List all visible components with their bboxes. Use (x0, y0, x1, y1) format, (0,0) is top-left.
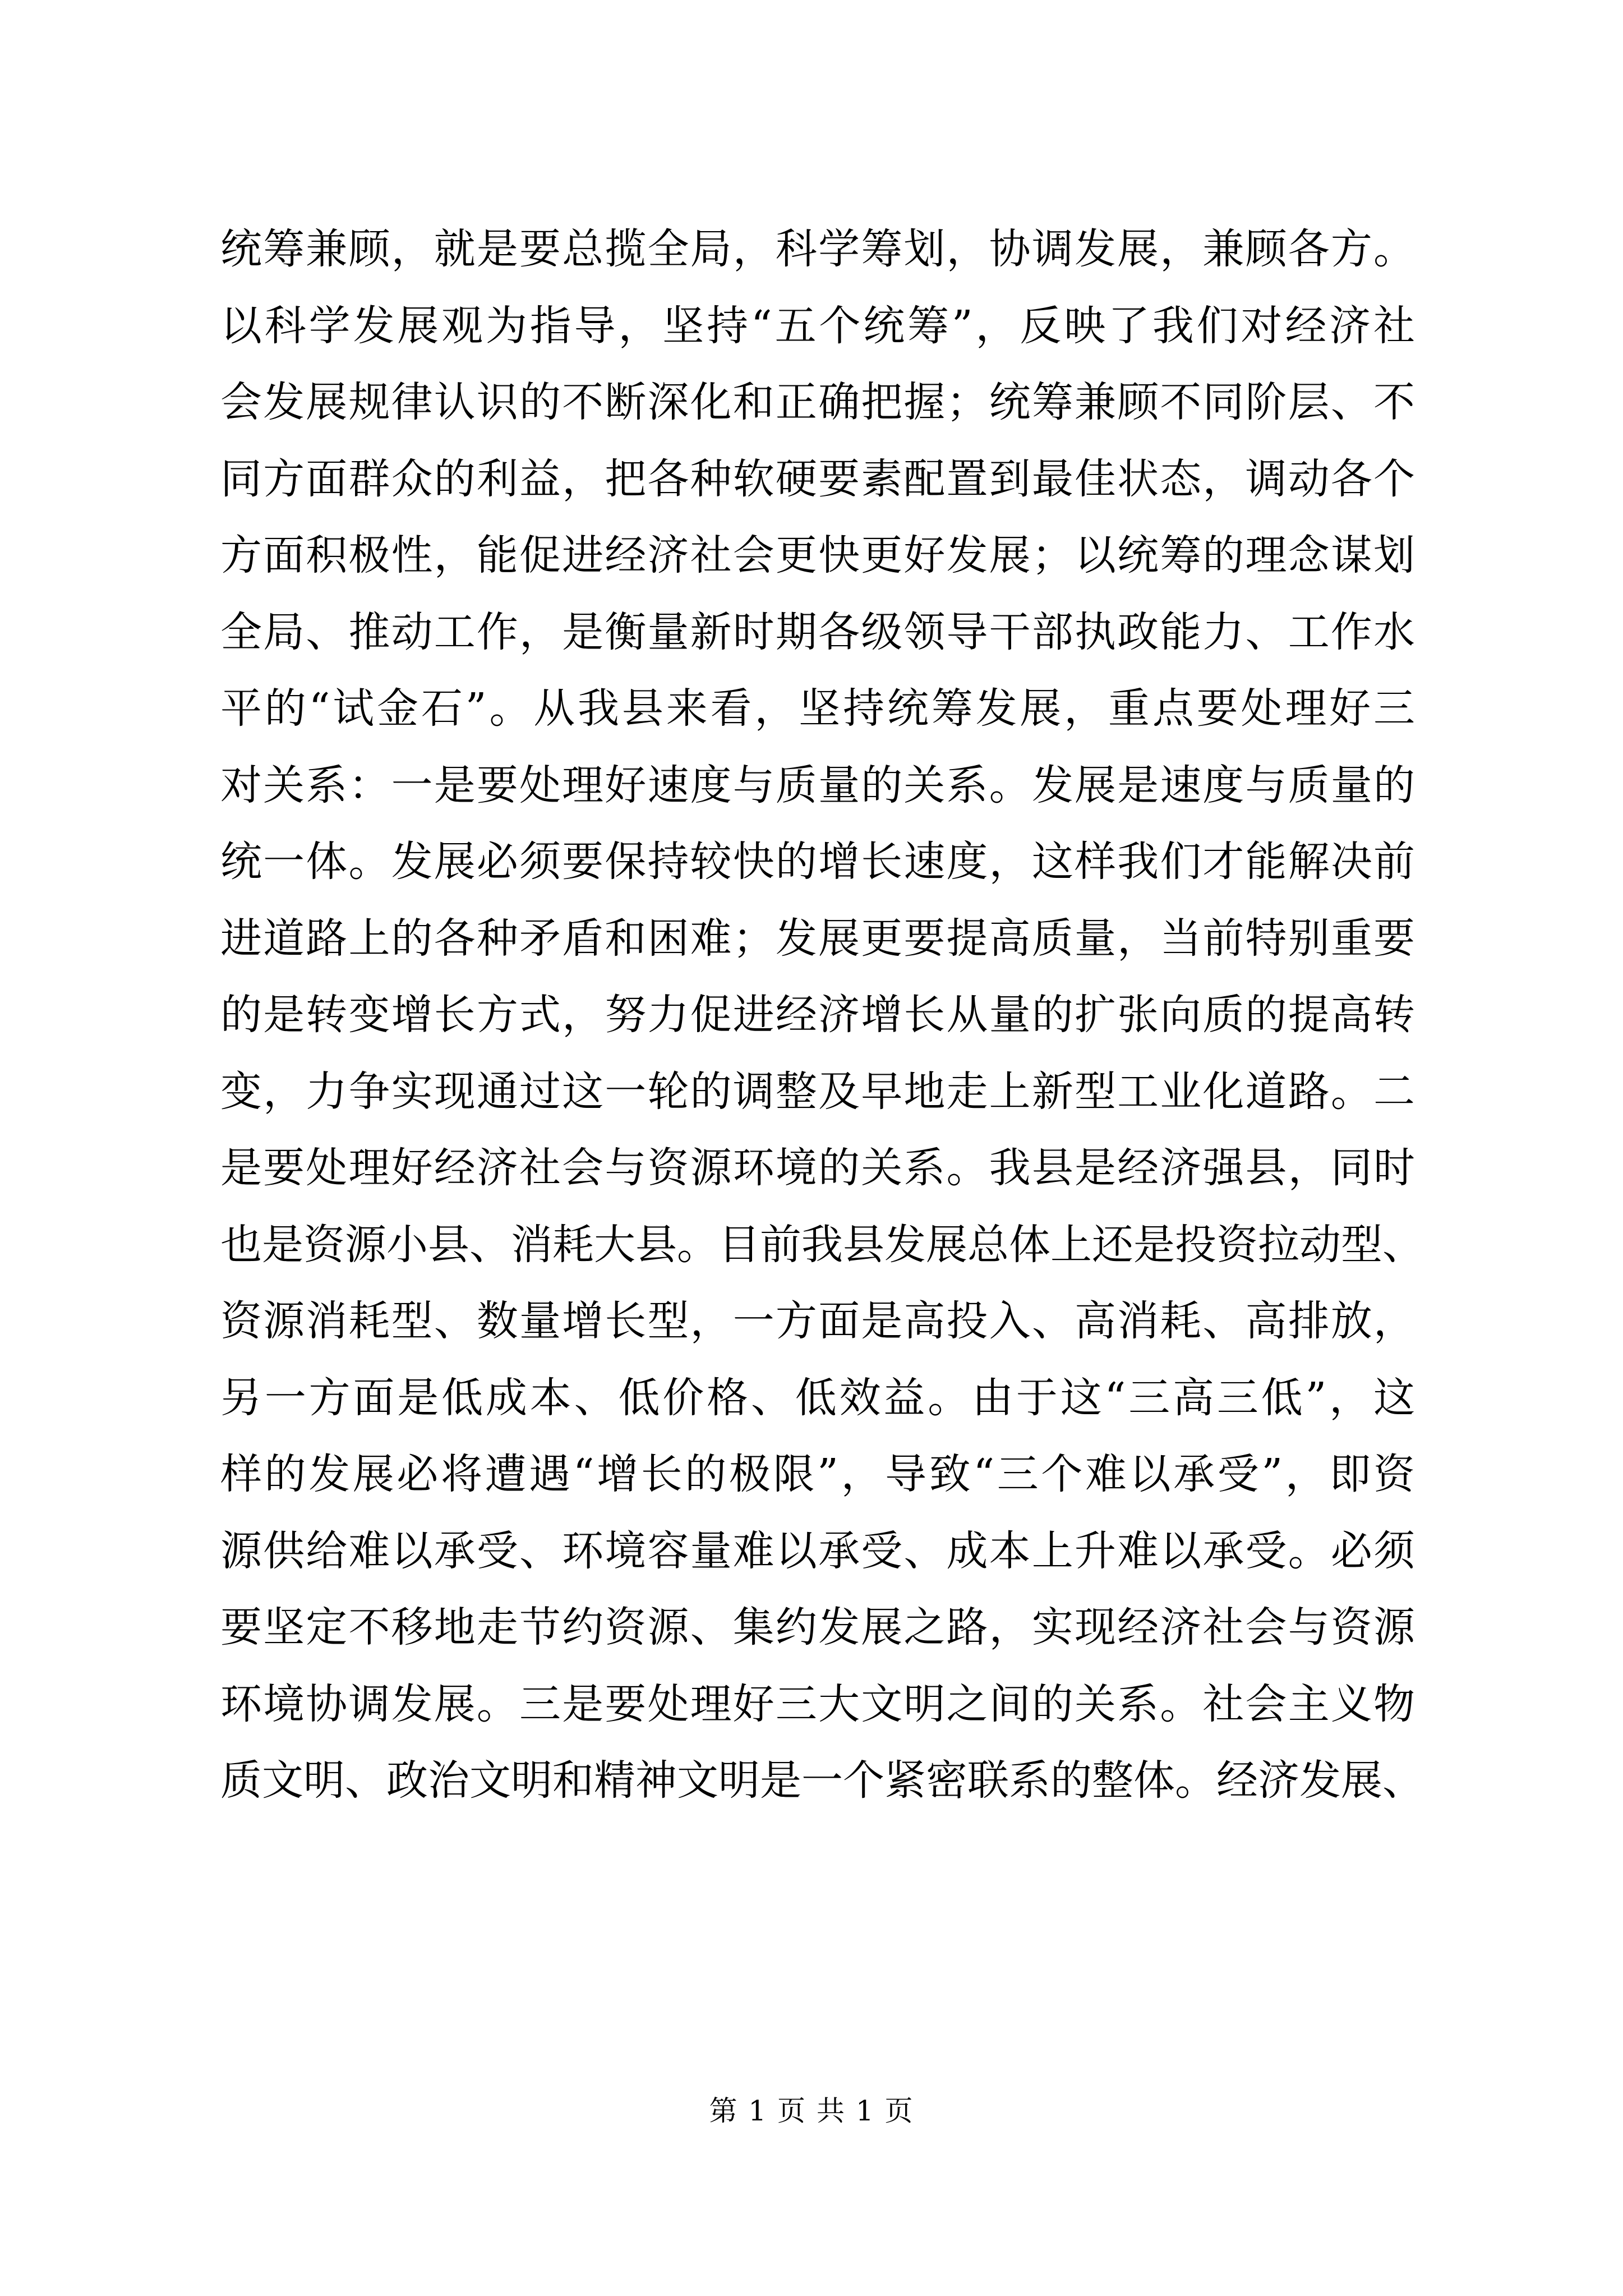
text-line: 变，力争实现通过这一轮的调整及早地走上新型工业化道路。二 (220, 1067, 1415, 1116)
text-line: 也是资源小县、消耗大县。目前我县发展总体上还是投资拉动型、 (220, 1220, 1424, 1269)
text-line: 以科学发展观为指导，坚持“五个统筹”，反映了我们对经济社 (220, 301, 1415, 350)
text-line: 会发展规律认识的不断深化和正确把握；统筹兼顾不同阶层、不 (220, 378, 1415, 426)
text-line: 源供给难以承受、环境容量难以承受、成本上升难以承受。必须 (220, 1526, 1415, 1575)
text-line: 对关系：一是要处理好速度与质量的关系。发展是速度与质量的 (220, 761, 1415, 809)
body-paragraph (220, 211, 1424, 1819)
text-line: 方面积极性，能促进经济社会更快更好发展；以统筹的理念谋划 (220, 531, 1415, 579)
text-line: 统一体。发展必须要保持较快的增长速度，这样我们才能解决前 (220, 838, 1415, 886)
text-line: 样的发展必将遭遇“增长的极限”，导致“三个难以承受”，即资 (220, 1450, 1415, 1498)
text-line: 质文明、政治文明和精神文明是一个紧密联系的整体。经济发展、 (220, 1756, 1424, 1805)
text-line: 环境协调发展。三是要处理好三大文明之间的关系。社会主义物 (220, 1680, 1415, 1728)
text-line: 另一方面是低成本、低价格、低效益。由于这“三高三低”，这 (220, 1373, 1415, 1422)
text-line: 的是转变增长方式，努力促进经济增长从量的扩张向质的提高转 (220, 991, 1415, 1039)
text-line: 是要处理好经济社会与资源环境的关系。我县是经济强县，同时 (220, 1144, 1415, 1192)
text-line: 统筹兼顾，就是要总揽全局，科学筹划，协调发展，兼顾各方。 (220, 225, 1415, 273)
text-line: 同方面群众的利益，把各种软硬要素配置到最佳状态，调动各个 (220, 454, 1415, 503)
page-number-footer: 第 1 页 共 1 页 (709, 2095, 914, 2127)
text-line: 全局、推动工作，是衡量新时期各级领导干部执政能力、工作水 (220, 608, 1415, 656)
text-line: 平的“试金石”。从我县来看，坚持统筹发展，重点要处理好三 (220, 684, 1415, 733)
text-line: 资源消耗型、数量增长型，一方面是高投入、高消耗、高排放， (220, 1297, 1415, 1345)
text-line: 要坚定不移地走节约资源、集约发展之路，实现经济社会与资源 (220, 1603, 1415, 1651)
text-line: 进道路上的各种矛盾和困难；发展更要提高质量，当前特别重要 (220, 914, 1415, 963)
